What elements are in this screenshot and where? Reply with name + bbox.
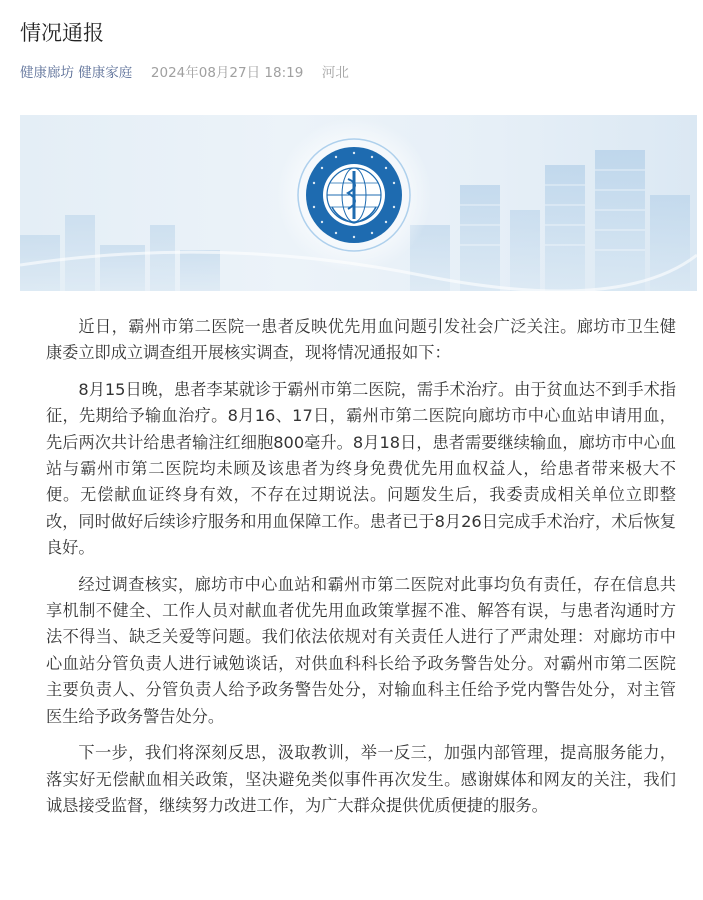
city-skyline-right bbox=[410, 150, 690, 291]
author-name: 健康家庭 bbox=[78, 65, 133, 81]
paragraph-findings: 经过调查核实，廊坊市中心血站和霸州市第二医院对此事均负有责任，存在信息共享机制不健全、工作人员对献血者优先用血政策掌握不准、解答有误，与患者沟通时方法不得当、缺乏关爱等问题。我们依法依规对有关责任人进行了严肃处理：对廊坊市中心血站分管负责人进行诫勉谈话，对供血科科长给予政务警告处分。对霸州市第二医院主要负责人、分管负责人给予政务警告处分，对输血科主任给予党内警告处分，对主管医生给予政务警告处分。 bbox=[46, 574, 676, 726]
paragraph-intro: 近日，霸州市第二医院一患者反映优先用血问题引发社会广泛关注。廊坊市卫生健康委立即成立调查组开展核实调查，现将情况通报如下： bbox=[46, 317, 676, 363]
article-title: 情况通报 bbox=[20, 21, 104, 45]
publish-location: 河北 bbox=[321, 65, 349, 81]
account-name-link[interactable]: 健康廊坊 bbox=[20, 65, 74, 81]
banner-image bbox=[20, 115, 697, 291]
publish-datetime: 2024年08月27日 18:19 bbox=[150, 65, 304, 81]
paragraph-next-steps: 下一步，我们将深刻反思，汲取教训，举一反三，加强内部管理，提高服务能力，落实好无偿献血相关政策，坚决避免类似事件再次发生。感谢媒体和网友的关注，我们诚恳接受监督，继续努力改进工作，为广大群众提供优质便捷的服务。 bbox=[46, 743, 676, 815]
article-meta bbox=[20, 63, 349, 83]
article-body bbox=[46, 314, 676, 829]
health-commission-logo-icon bbox=[306, 147, 402, 243]
paragraph-details: 8月15日晚，患者李某就诊于霸州市第二医院，需手术治疗。由于贫血达不到手术指征，先期给予输血治疗。8月16、17日，霸州市第二医院向廊坊市中心血站申请用血，先后两次共计给患者输注红细胞800毫升。8月18日，患者需要继续输血，廊坊市中心血站与霸州市第二医院均未顾及该患者为终身免费优先用血权益人，给患者带来极大不便。无偿献血证终身有效，不存在过期说法。问题发生后，我委责成相关单位立即整改，同时做好后续诊疗服务和用血保障工作。患者已于8月26日完成手术治疗，术后恢复良好。 bbox=[46, 379, 676, 558]
